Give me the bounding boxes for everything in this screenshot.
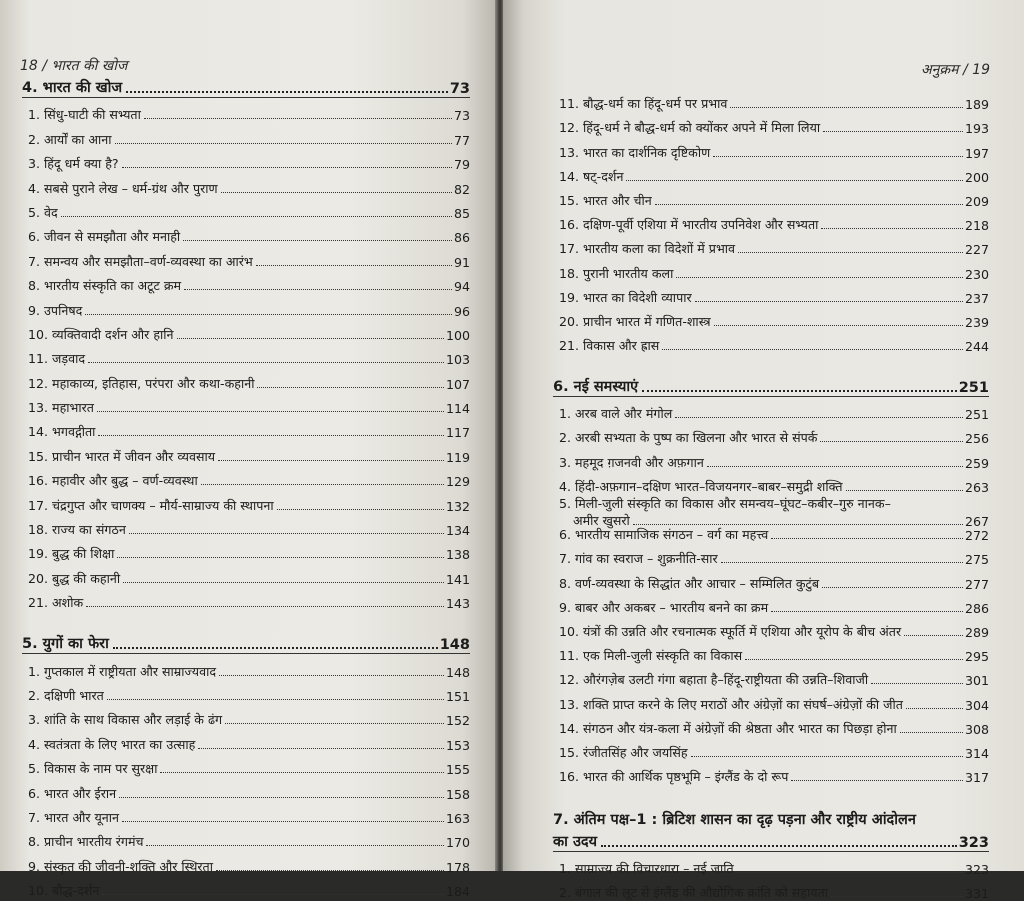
entry-page: 331 [964,886,989,901]
entry-page: 178 [445,859,470,875]
entry-page: 227 [964,242,989,258]
entry-page: 277 [964,576,989,592]
dot-leader [721,562,963,563]
entry-page: 289 [964,624,989,640]
toc-entry [553,282,989,306]
entry-page: 275 [964,552,989,568]
entry-title: 4. हिंदी-अफ़गान–दक्षिण भारत–विजयनगर–बाबर–समुद्री शक्ति [559,478,843,494]
entry-page: 143 [445,596,470,612]
entry-list [553,88,989,354]
dot-leader [119,797,444,798]
dot-leader [277,509,444,510]
entry-title: 10. बौद्ध-दर्शन [28,883,100,899]
entry-title: 7. समन्वय और समझौता–वर्ण-व्यवस्था का आरंभ [28,253,253,269]
entry-page: 85 [453,205,470,221]
toc-entry [553,422,989,446]
entry-page: 184 [445,884,470,900]
entry-page: 256 [964,431,989,447]
dot-leader [771,611,963,612]
entry-title: 15. भारत और चीन [559,192,652,208]
toc-entry [553,330,989,354]
toc-entry [553,853,989,877]
dot-leader [713,156,963,157]
dot-leader [821,228,963,229]
dot-leader [201,484,444,485]
dot-leader [219,675,444,676]
dot-leader [626,180,963,181]
entry-title: 8. वर्ण-व्यवस्था के सिद्धांत और आचार – सम्मिलित कुटुंब [559,575,820,591]
entry-page: 119 [445,449,470,465]
entry-page: 117 [445,425,470,441]
entry-title: 1. सिंधु-घाटी की सभ्यता [28,107,141,123]
entry-title: 3. शांति के साथ विकास और लड़ाई के ढंग [28,712,223,728]
entry-page: 317 [964,770,989,786]
section-page: 323 [958,835,989,852]
entry-title: 18. राज्य का संगठन [28,522,126,538]
toc-entry [22,245,470,269]
entry-title: 1. गुप्तकाल में राष्ट्रीयता और साम्राज्यवाद [28,663,217,679]
left-running-head: 18 / भारत की खोज [20,58,128,74]
dot-leader [745,659,963,660]
dot-leader [129,533,444,534]
entry-title: 6. जीवन से समझौता और मनाही [28,229,181,245]
toc-entry [22,680,470,704]
entry-page: 301 [964,673,989,689]
section-page: 148 [439,637,470,654]
toc-entry [22,802,470,826]
entry-page: 170 [445,835,470,851]
toc-entry [22,197,470,221]
dot-leader [221,192,452,193]
toc-entry [22,514,470,538]
toc-entry [22,440,470,464]
section-rule [553,851,989,852]
toc-entry [22,753,470,777]
entry-title: 17. भारतीय कला का विदेशों में प्रभाव [559,241,736,257]
entry-page: 141 [445,571,470,587]
entry-page: 114 [445,401,470,417]
entry-page: 189 [964,97,989,113]
dot-leader [146,845,443,846]
dot-leader [846,490,963,491]
toc-entry [22,777,470,801]
entry-page: 323 [964,862,989,878]
dot-leader [225,723,444,724]
toc-entry [22,875,470,899]
dot-leader [216,870,444,871]
toc-entry [22,538,470,562]
entry-title: 19. भारत का विदेशी व्यापार [559,289,692,305]
toc-entry [553,567,989,591]
toc-entry [22,562,470,586]
entry-page: 155 [445,762,470,778]
entry-page: 77 [453,132,470,148]
toc-entry [22,416,470,440]
toc-entry [553,185,989,209]
toc-entry [553,161,989,185]
dot-leader [256,265,452,266]
dot-leader [822,587,963,588]
entry-title: 5. विकास के नाम पर सुरक्षा [28,761,158,777]
entry-title-cont: अमीर खुसरो [573,512,630,528]
entry-page: 314 [964,745,989,761]
entry-list [22,655,470,899]
entry-page: 286 [964,600,989,616]
entry-title: 8. भारतीय संस्कृति का अटूट क्रम [28,278,182,294]
dot-leader [675,417,963,418]
spacer [553,785,989,803]
entry-title: 16. दक्षिण-पूर्वी एशिया में भारतीय उपनिवेश और सभ्यता [559,217,819,233]
dot-leader [183,240,452,241]
toc-entry [553,495,989,529]
section-heading [22,75,470,97]
dot-leader [177,338,444,339]
entry-page: 152 [445,713,470,729]
entry-page: 239 [964,314,989,330]
entry-title: 9. बाबर और अकबर – भारतीय बनने का क्रम [559,599,769,615]
dot-leader [97,411,444,412]
entry-title: 12. हिंदू-धर्म ने बौद्ध-धर्म को क्योंकर अपने में मिला लिया [559,120,821,136]
dot-leader [695,301,963,302]
dot-leader [831,896,963,897]
toc-entry [553,112,989,136]
entry-title: 1. साम्राज्य की विचारधारा – नई जाति [559,861,734,877]
entry-page: 129 [445,474,470,490]
entry-title: 13. भारत का दार्शनिक दृष्टिकोण [559,144,711,160]
section-rule [22,653,470,654]
dot-leader [642,390,957,392]
entry-title: 6. भारत और ईरान [28,785,117,801]
entry-title: 1. अरब वाले और मंगोल [559,406,673,422]
dot-leader [102,894,444,895]
entry-title: 14. भगवद्गीता [28,424,96,440]
entry-title: 14. संगठन और यंत्र-कला में अंग्रेज़ों की श्रेष्ठता और भारत का पिछड़ा होना [559,720,897,736]
entry-page: 158 [445,786,470,802]
entry-page: 244 [964,339,989,355]
dot-leader [730,107,963,108]
entry-page: 218 [964,218,989,234]
entry-page: 267 [964,513,989,529]
dot-leader [85,314,452,315]
dot-leader [122,167,452,168]
dot-leader [655,204,963,205]
toc-entry [553,877,989,901]
entry-page: 96 [453,303,470,319]
section-heading [22,631,470,653]
toc-entry [553,398,989,422]
dot-leader [126,91,448,93]
right-running-head: अनुक्रम / 19 [920,62,990,78]
entry-title: 20. प्राचीन भारत में गणित-शास्त्र [559,313,711,329]
entry-page: 148 [445,664,470,680]
toc-entry [553,713,989,737]
toc-entry [553,233,989,257]
section-rule [553,396,989,397]
entry-title: 13. महाभारत [28,400,94,416]
dot-leader [662,349,963,350]
right-page [503,0,1024,901]
entry-page: 100 [445,327,470,343]
toc-entry [22,704,470,728]
right-toc [553,88,989,901]
spacer [22,611,470,629]
toc-entry [553,640,989,664]
toc-entry [22,123,470,147]
entry-title: 4. स्वतंत्रता के लिए भारत का उत्साह [28,736,196,752]
dot-leader [113,647,438,649]
left-toc [22,73,470,899]
section-title: 7. अंतिम पक्ष–1 : ब्रिटिश शासन का दृढ़ पड़ना और राष्ट्रीय आंदोलन [553,812,916,829]
entry-page: 103 [445,352,470,368]
dot-leader [707,466,963,467]
toc-entry [553,136,989,160]
entry-title: 8. प्राचीन भारतीय रंगमंच [28,834,144,850]
toc-entry [22,392,470,416]
entry-title: 3. महमूद ग़जनवी और अफ़गान [559,454,704,470]
entry-title: 3. हिंदू धर्म क्या है? [28,156,119,172]
section-title: 4. भारत की खोज [22,80,123,96]
dot-leader [117,557,444,558]
entry-page: 134 [445,523,470,539]
dot-leader [184,289,452,290]
entry-page: 263 [964,479,989,495]
entry-title: 15. प्राचीन भारत में जीवन और व्यवसाय [28,448,216,464]
dot-leader [601,845,957,847]
toc-entry [553,88,989,112]
toc-entry [22,294,470,318]
dot-leader [633,524,963,525]
entry-page: 197 [964,145,989,161]
toc-entry [553,737,989,761]
entry-page: 82 [453,181,470,197]
toc-entry [22,221,470,245]
dot-leader [871,683,963,684]
dot-leader [257,387,443,388]
entry-list [553,398,989,785]
left-page [0,0,497,900]
entry-page: 91 [453,254,470,270]
entry-page: 230 [964,266,989,282]
toc-entry [22,172,470,196]
toc-entry [553,664,989,688]
dot-leader [88,362,444,363]
dot-leader [144,118,452,119]
entry-page: 272 [964,528,989,544]
entry-page: 259 [964,455,989,471]
toc-entry [22,826,470,850]
dot-leader [123,582,444,583]
entry-page: 237 [964,290,989,306]
entry-title: 9. उपनिषद [28,302,83,318]
entry-title: 18. पुरानी भारतीय कला [559,265,674,281]
dot-leader [823,131,963,132]
dot-leader [737,872,963,873]
entry-title: 10. व्यक्तिवादी दर्शन और हानि [28,326,174,342]
entry-title: 5. वेद [28,204,58,220]
toc-entry [553,543,989,567]
entry-title: 2. बंगाल की लूट से इंग्लैंड की औद्योगिक क्रांति को सहायता [559,885,829,901]
entry-page: 153 [445,737,470,753]
toc-entry [22,319,470,343]
toc-entry [553,257,989,281]
toc-entry [22,270,470,294]
toc-entry [553,306,989,330]
dot-leader [714,325,963,326]
entry-page: 79 [453,157,470,173]
dot-leader [771,538,963,539]
entry-page: 132 [445,498,470,514]
entry-title: 11. एक मिली-जुली संस्कृति का विकास [559,648,743,664]
section-title: 6. नई समस्याएं [553,379,639,396]
toc-entry [22,367,470,391]
dot-leader [904,635,963,636]
entry-title: 4. सबसे पुराने लेख – धर्म-ग्रंथ और पुराण [28,180,218,196]
toc-entry [553,446,989,470]
entry-title: 11. बौद्ध-धर्म का हिंदू-धर्म पर प्रभाव [559,96,728,112]
entry-page: 200 [964,169,989,185]
section-heading [553,807,989,851]
dot-leader [86,606,444,607]
entry-title: 9. संस्कृत की जीवनी-शक्ति और स्थिरता [28,858,213,874]
dot-leader [906,708,963,709]
entry-title: 11. जड़वाद [28,351,86,367]
entry-page: 308 [964,721,989,737]
entry-title: 2. अरबी सभ्यता के पुष्प का खिलना और भारत से संपर्क [559,430,818,446]
entry-list [22,99,470,611]
toc-entry [553,616,989,640]
dot-leader [900,732,963,733]
dot-leader [160,772,443,773]
entry-title: 10. यंत्रों की उन्नति और रचनात्मक स्फूर्ति में एशिया और यूरोप के बीच अंतर [559,623,902,639]
entry-title: 20. बुद्ध की कहानी [28,570,121,586]
entry-page: 251 [964,407,989,423]
entry-title: 2. दक्षिणी भारत [28,687,104,703]
entry-page: 163 [445,810,470,826]
toc-entry [22,99,470,123]
entry-title: 15. रंजीतसिंह और जयसिंह [559,744,688,760]
toc-entry [22,343,470,367]
entry-list [553,853,989,901]
entry-title: 16. भारत की आर्थिक पृष्ठभूमि – इंग्लैंड के दो रूप [559,769,789,785]
dot-leader [691,756,963,757]
dot-leader [98,435,444,436]
entry-title: 6. भारतीय सामाजिक संगठन – वर्ग का महत्त्व [559,527,769,543]
toc-entry [22,465,470,489]
entry-title: 19. बुद्ध की शिक्षा [28,546,115,562]
section-rule [22,97,470,98]
dot-leader [218,460,444,461]
entry-page: 94 [453,279,470,295]
entry-title: 7. भारत और यूनान [28,809,120,825]
section-title-cont: का उदय [553,834,597,851]
entry-title: 12. औरंगज़ेब उलटी गंगा बहाता है–हिंदू-राष्ट्रीयता की उन्नति–शिवाजी [559,672,869,688]
section-page: 73 [449,81,470,97]
entry-title: 5. मिली-जुली संस्कृति का विकास और समन्वय–घूंघट–कबीर–गुरु नानक– [559,495,891,511]
toc-entry [553,592,989,616]
dot-leader [107,699,444,700]
entry-title: 2. आर्यों का आना [28,131,112,147]
entry-page: 138 [445,547,470,563]
toc-entry [22,728,470,752]
section-heading [553,374,989,396]
dot-leader [676,277,963,278]
toc-entry [553,209,989,233]
toc-entry [22,655,470,679]
entry-title: 21. विकास और ह्रास [559,338,660,354]
entry-page: 73 [453,108,470,124]
entry-page: 295 [964,649,989,665]
dot-leader [115,143,452,144]
dot-leader [820,441,963,442]
toc-entry [22,850,470,874]
toc-entry [553,471,989,495]
entry-page: 151 [445,688,470,704]
dot-leader [198,748,444,749]
dot-leader [61,216,452,217]
entry-title: 13. शक्ति प्राप्त करने के लिए मराठों और अंग्रेज़ों का संघर्ष–अंग्रेज़ों की जीत [559,696,903,712]
entry-page: 107 [445,376,470,392]
toc-entry [22,148,470,172]
toc-entry [22,587,470,611]
entry-title: 21. अशोक [28,595,84,611]
entry-title: 16. महावीर और बुद्ध – वर्ण-व्यवस्था [28,473,198,489]
section-page: 251 [958,380,989,397]
entry-title: 7. गांव का स्वराज – शुक्रनीति-सार [559,551,718,567]
dot-leader [738,252,963,253]
entry-page: 86 [453,230,470,246]
toc-entry [553,761,989,785]
entry-page: 193 [964,121,989,137]
entry-page: 304 [964,697,989,713]
entry-title: 12. महाकाव्य, इतिहास, परंपरा और कथा-कहानी [28,375,255,391]
dot-leader [122,821,444,822]
entry-title: 17. चंद्रगुप्त और चाणक्य – मौर्य-साम्राज्य की स्थापना [28,497,274,513]
section-title: 5. युगों का फेरा [22,636,109,653]
spacer [553,354,989,372]
entry-title: 14. षट्-दर्शन [559,168,624,184]
toc-entry [553,688,989,712]
entry-page: 209 [964,193,989,209]
dot-leader [791,780,963,781]
toc-entry [22,489,470,513]
